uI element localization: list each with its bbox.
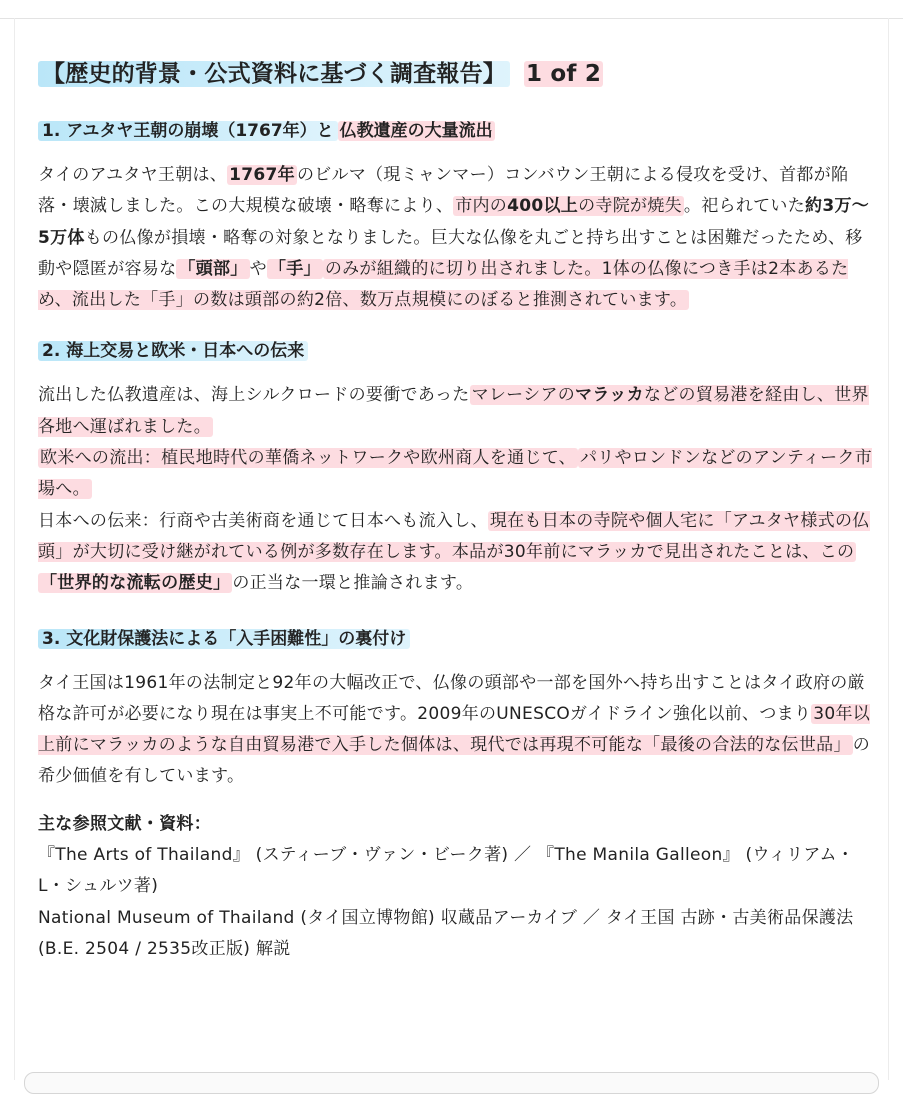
left-border — [14, 18, 15, 1080]
right-border — [888, 18, 889, 1080]
reference-item: National Museum of Thailand (タイ国立博物館) 収蔵品アーカイブ ／ タイ王国 古跡・古美術品保護法 (B.E. 2504 / 2535改正版) 解説 — [38, 907, 854, 959]
section-2-body-b: 欧米への流出：植民地時代の華僑ネットワークや欧州商人を通じて、 パリやロンドンなどのアンティーク市場へ。 — [38, 448, 873, 500]
report-title — [38, 54, 873, 94]
reference-item: 『The Arts of Thailand』 (スティーブ・ヴァン・ビーク著) ／ 『The Manila Galleon』 (ウィリアム・L・シュルツ著) — [38, 845, 855, 897]
report-title-text: 【歴史的背景・公式資料に基づく調査報告】 — [38, 61, 510, 87]
section-3-heading: 3. 文化財保護法による「入手困難性」の裏付け — [38, 624, 873, 654]
next-card-edge — [24, 1072, 879, 1094]
section-3-body: タイ王国は1961年の法制定と92年の大幅改正で、仏像の頭部や一部を国外へ持ち出すことはタイ政府の厳格な許可が必要になり現在は事実上不可能です。2009年のUNESCOガイドライン強化以前、つまり 30年以上前にマラッカのような自由貿易港で入手した個体は、現代では再現不可能な「最後の合法的な伝世品」 の希少価値を有しています。 — [38, 672, 871, 787]
section-1-body: タイのアユタヤ王朝は、 1767年 のビルマ（現ミャンマー）コンバウン王朝による侵攻を受け、首都が陥落・壊滅しました。この大規模な破壊・略奪により、 市内の400以上の寺院が焼失 。祀られていた約3万〜5万体もの仏像が損壊・略奪の対象となりました。巨大な仏像を丸ごと持ち出すことは困難だったため、移動や隠匿が容易な 「頭部」 や 「手」 のみが組織的に切り出されました。1体の仏像につき手は2本あるため、流出した「手」の数は頭部の約2倍、数万点規模にのぼると推測されています。 — [38, 165, 870, 311]
references — [38, 809, 873, 965]
page-indicator: 1 of 2 — [526, 61, 602, 87]
section-2-body-c: 日本への伝来：行商や古美術商を通じて日本へも流入し、 現在も日本の寺院や個人宅に「アユタヤ様式の仏頭」が大切に受け継がれている例が多数存在します。本品が30年前にマラッカで見出されたことは、この「世界的な流転の歴史」 の正当な一環と推論されます。 — [38, 510, 870, 594]
references-heading: 主な参照文献・資料： — [38, 813, 211, 834]
top-divider — [0, 18, 903, 19]
section-2-heading: 2. 海上交易と欧米・日本への伝来 — [38, 336, 873, 366]
section-1-heading: 1. アユタヤ王朝の崩壊（1767年）と 仏教遺産の大量流出 — [38, 116, 873, 146]
report-document — [38, 54, 873, 965]
section-2-body-a: 流出した仏教遺産は、海上シルクロードの要衝であった マレーシアのマラッカなどの貿易港を経由し、世界各地へ運ばれました。 — [38, 385, 869, 437]
